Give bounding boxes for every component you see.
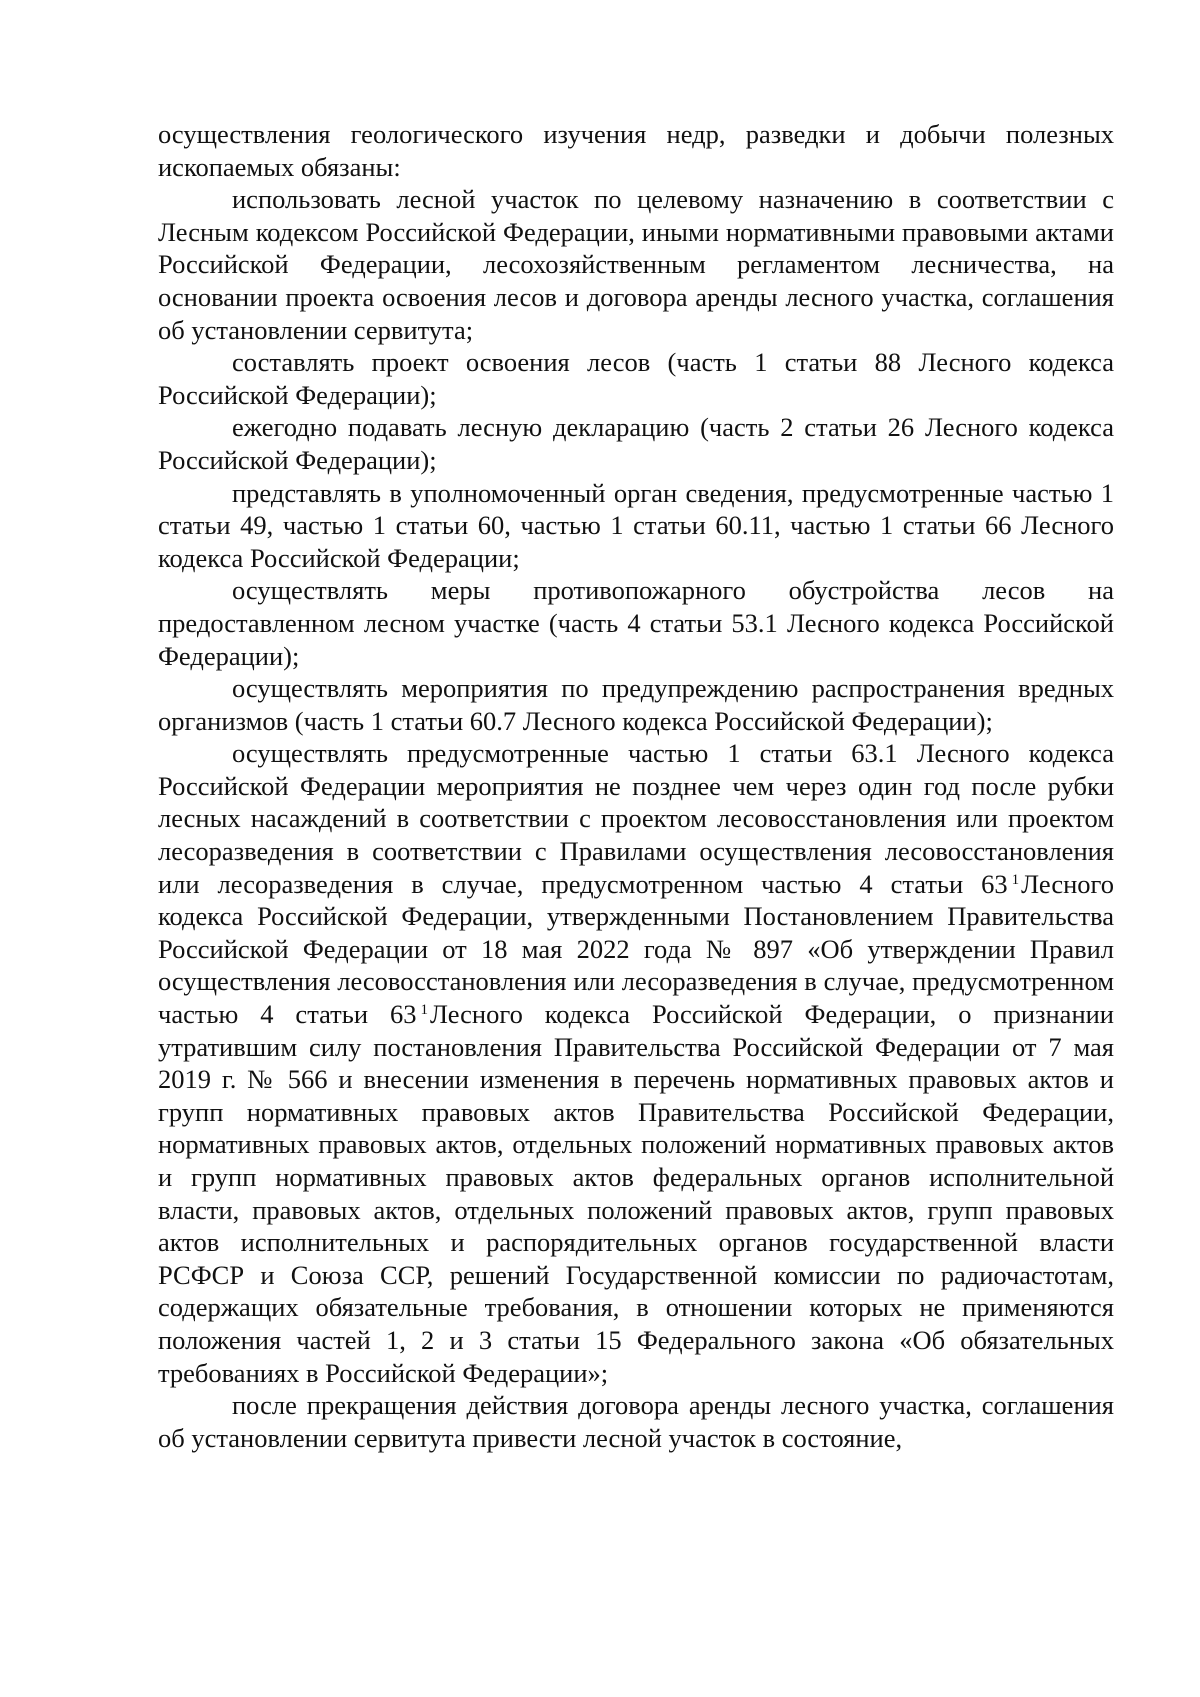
paragraph: осуществления геологического изучения недр, разведки и добычи полезных ископаемых обязаны:: [158, 119, 1114, 182]
paragraph-text-part: осуществлять предусмотренные частью 1 статьи 63.1 Лесного кодекса Российской Федерации мероприятия не позднее чем через один год после рубки лесных насаждений в соответствии с проектом лесовосстановления или проектом лесоразведения в соответствии с Правилами осуществления лесовосстановления или лесоразведения в случае, предусмотренном частью 4 статьи 63: [158, 738, 1114, 899]
superscript-mark: 1: [1011, 871, 1020, 888]
paragraph-reforestation: [158, 737, 1114, 1389]
paragraph: после прекращения действия договора аренды лесного участка, соглашения об установлении сервитута привести лесной участок в состояние,: [158, 1390, 1114, 1453]
superscript-mark: 1: [420, 1002, 428, 1019]
paragraph: осуществлять меры противопожарного обустройства лесов на предоставленном лесном участке (часть 4 статьи 53.1 Лесного кодекса Российской Федерации);: [158, 575, 1114, 671]
paragraph: использовать лесной участок по целевому назначению в соответствии с Лесным кодексом Российской Федерации, иными нормативными правовыми актами Российской Федерации, лесохозяйственным регламентом лесничества, на основании проекта освоения лесов и договора аренды лесного участка, соглашения об установлении сервитута;: [158, 184, 1114, 345]
paragraph: осуществлять мероприятия по предупреждению распространения вредных организмов (часть 1 статьи 60.7 Лесного кодекса Российской Федерации);: [158, 673, 1114, 736]
paragraph: представлять в уполномоченный орган сведения, предусмотренные частью 1 статьи 49, частью 1 статьи 60, частью 1 статьи 60.11, частью 1 статьи 66 Лесного кодекса Российской Федерации;: [158, 477, 1114, 573]
document-page: [158, 118, 1114, 1454]
paragraph-text-part: Лесного кодекса Российской Федерации, о признании утратившим силу постановления Правительства Российской Федерации от 7 мая 2019 г. № 566 и внесении изменения в перечень нормативных правовых актов и групп нормативных правовых актов Правительства Российской Федерации, нормативных правовых актов, отдельных положений нормативных правовых актов и групп нормативных правовых актов федеральных органов исполнительной власти, правовых актов, отдельных положений правовых актов, групп правовых актов исполнительных и распорядительных органов государственной власти РСФСР и Союза ССР, решений Государственной комиссии по радиочастотам, содержащих обязательные требования, в отношении которых не применяются положения частей 1, 2 и 3 статьи 15 Федерального закона «Об обязательных требованиях в Российской Федерации»;: [158, 999, 1114, 1388]
paragraph: составлять проект освоения лесов (часть 1 статьи 88 Лесного кодекса Российской Федерации);: [158, 347, 1114, 410]
paragraph: ежегодно подавать лесную декларацию (часть 2 статьи 26 Лесного кодекса Российской Федерации);: [158, 412, 1114, 475]
paragraph-text-part: Лесного кодекса Российской Федерации, утвержденными Постановлением Правительства Российской Федерации от 18 мая 2022 года № 897 «Об утверждении Правил осуществления лесовосстановления или лесоразведения в случае, предусмотренном частью 4 статьи 63: [158, 868, 1114, 1030]
